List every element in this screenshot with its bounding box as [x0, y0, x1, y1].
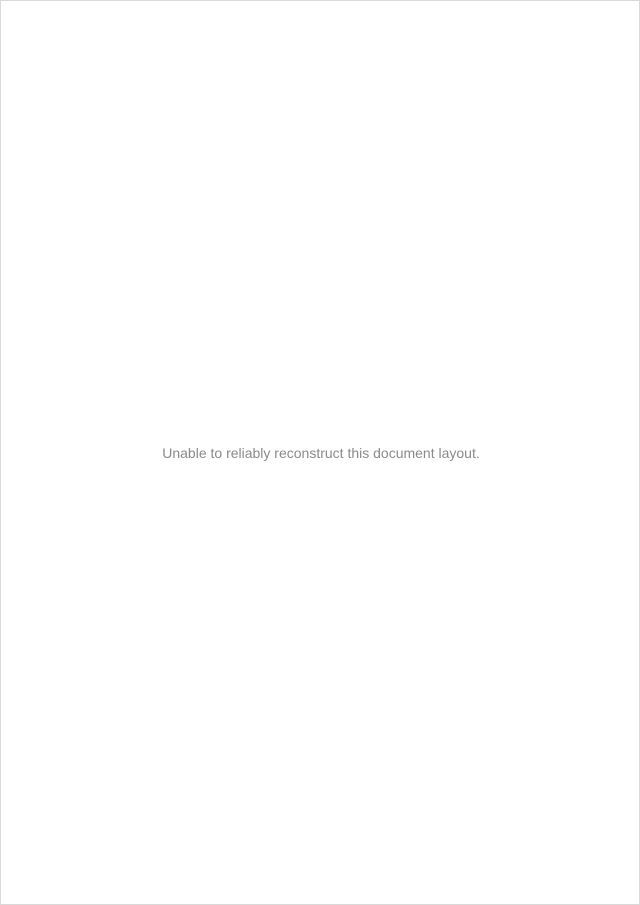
placeholder-message: Unable to reliably reconstruct this document layout. [162, 445, 480, 461]
